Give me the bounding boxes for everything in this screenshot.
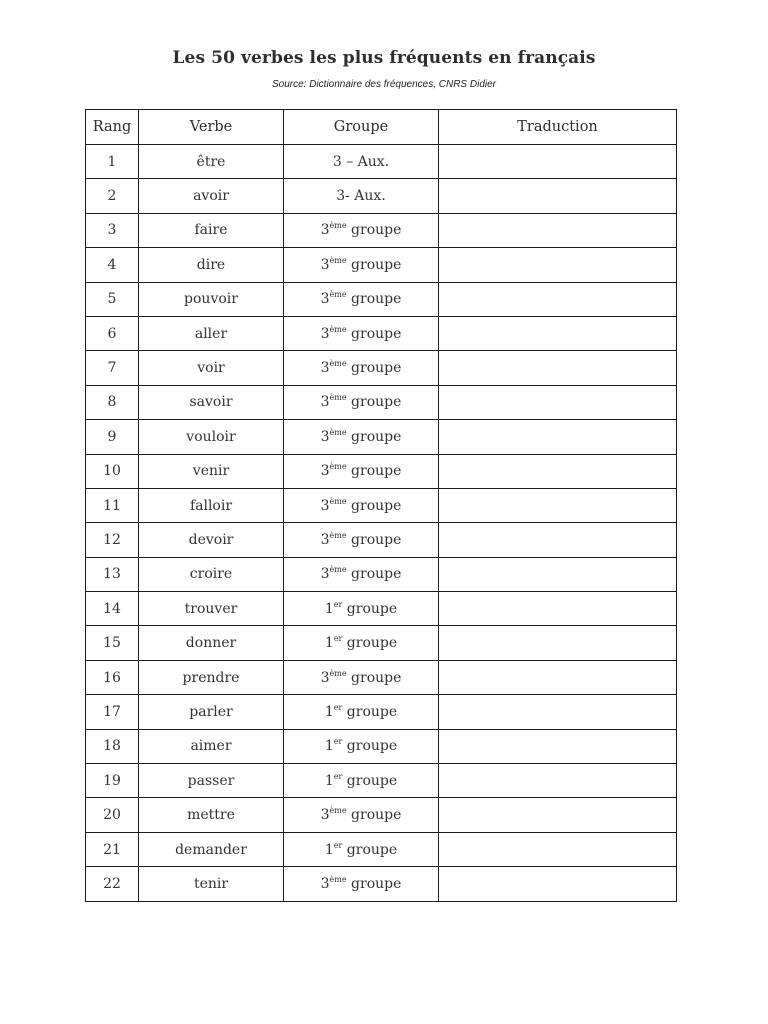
group-number: 3 <box>320 531 330 548</box>
group-cell <box>284 248 439 282</box>
translation-cell[interactable] <box>439 557 677 591</box>
table-row <box>86 420 677 454</box>
group-number: 1 <box>324 772 334 789</box>
verb-cell: aller <box>139 316 284 350</box>
table-row <box>86 316 677 350</box>
rank-cell: 11 <box>86 488 139 522</box>
translation-cell[interactable] <box>439 660 677 694</box>
group-word: groupe <box>346 222 402 239</box>
translation-cell[interactable] <box>439 248 677 282</box>
rank-cell: 2 <box>86 179 139 213</box>
group-cell <box>284 557 439 591</box>
rank-cell: 7 <box>86 351 139 385</box>
table-row <box>86 695 677 729</box>
verbs-table <box>85 109 677 902</box>
group-word: groupe <box>346 463 402 480</box>
group-cell <box>284 282 439 316</box>
table-row <box>86 248 677 282</box>
table-body <box>86 145 677 902</box>
table-row <box>86 282 677 316</box>
rank-cell: 13 <box>86 557 139 591</box>
group-number: 3 – Aux. <box>332 153 390 170</box>
verb-cell: demander <box>139 832 284 866</box>
translation-cell[interactable] <box>439 488 677 522</box>
group-ordinal-suffix: ème <box>329 462 347 472</box>
group-ordinal-suffix: ème <box>329 393 347 403</box>
group-word: groupe <box>346 360 402 377</box>
table-row <box>86 867 677 901</box>
group-ordinal-suffix: ème <box>329 427 347 437</box>
group-ordinal-suffix: ème <box>329 359 347 369</box>
table-row <box>86 385 677 419</box>
group-number: 3 <box>320 807 330 824</box>
translation-cell[interactable] <box>439 385 677 419</box>
verb-cell: faire <box>139 213 284 247</box>
group-number: 3 <box>320 428 330 445</box>
rank-cell: 5 <box>86 282 139 316</box>
group-cell <box>284 660 439 694</box>
group-number: 1 <box>324 635 334 652</box>
rank-cell: 12 <box>86 523 139 557</box>
table-row <box>86 764 677 798</box>
translation-cell[interactable] <box>439 454 677 488</box>
verb-cell: venir <box>139 454 284 488</box>
group-word: groupe <box>342 703 398 720</box>
translation-cell[interactable] <box>439 145 677 179</box>
translation-cell[interactable] <box>439 832 677 866</box>
rank-cell: 17 <box>86 695 139 729</box>
group-cell <box>284 351 439 385</box>
group-ordinal-suffix: ème <box>329 565 347 575</box>
verb-cell: être <box>139 145 284 179</box>
rank-cell: 10 <box>86 454 139 488</box>
group-word: groupe <box>346 531 402 548</box>
group-ordinal-suffix: er <box>333 771 343 781</box>
group-ordinal-suffix: er <box>333 702 343 712</box>
table-row <box>86 351 677 385</box>
group-ordinal-suffix: er <box>333 599 343 609</box>
header-traduction: Traduction <box>439 110 677 145</box>
group-cell <box>284 488 439 522</box>
rank-cell: 20 <box>86 798 139 832</box>
group-ordinal-suffix: ème <box>329 324 347 334</box>
group-ordinal-suffix: ème <box>329 496 347 506</box>
group-ordinal-suffix: er <box>333 634 343 644</box>
group-word: groupe <box>346 807 402 824</box>
verb-cell: prendre <box>139 660 284 694</box>
table-row <box>86 454 677 488</box>
rank-cell: 4 <box>86 248 139 282</box>
verb-cell: aimer <box>139 729 284 763</box>
table-row <box>86 145 677 179</box>
group-word: groupe <box>342 772 398 789</box>
rank-cell: 15 <box>86 626 139 660</box>
translation-cell[interactable] <box>439 592 677 626</box>
group-number: 1 <box>324 703 334 720</box>
translation-cell[interactable] <box>439 764 677 798</box>
group-ordinal-suffix: ème <box>329 290 347 300</box>
rank-cell: 3 <box>86 213 139 247</box>
group-number: 3 <box>320 291 330 308</box>
group-number: 3 <box>320 222 330 239</box>
verb-cell: voir <box>139 351 284 385</box>
group-word: groupe <box>342 600 398 617</box>
rank-cell: 8 <box>86 385 139 419</box>
document-title: Les 50 verbes les plus fréquents en français <box>172 48 596 68</box>
group-word: groupe <box>346 291 402 308</box>
header-verbe: Verbe <box>139 110 284 145</box>
rank-cell: 19 <box>86 764 139 798</box>
translation-cell[interactable] <box>439 420 677 454</box>
table-row <box>86 557 677 591</box>
rank-cell: 16 <box>86 660 139 694</box>
table-row <box>86 832 677 866</box>
group-cell <box>284 454 439 488</box>
rank-cell: 9 <box>86 420 139 454</box>
group-number: 3 <box>320 394 330 411</box>
group-cell <box>284 626 439 660</box>
verb-cell: trouver <box>139 592 284 626</box>
source-note: Source: Dictionnaire des fréquences, CNRS Didier <box>272 79 496 90</box>
group-cell <box>284 764 439 798</box>
group-number: 3 <box>320 875 330 892</box>
group-cell <box>284 798 439 832</box>
group-number: 3 <box>320 566 330 583</box>
rank-cell: 6 <box>86 316 139 350</box>
table-row <box>86 729 677 763</box>
group-cell <box>284 832 439 866</box>
group-word: groupe <box>342 841 398 858</box>
verb-cell: dire <box>139 248 284 282</box>
table-header-row <box>86 110 677 145</box>
group-cell <box>284 145 439 179</box>
translation-cell[interactable] <box>439 867 677 901</box>
group-cell <box>284 213 439 247</box>
group-cell <box>284 695 439 729</box>
group-ordinal-suffix: ème <box>329 221 347 231</box>
verb-cell: parler <box>139 695 284 729</box>
translation-cell[interactable] <box>439 316 677 350</box>
group-ordinal-suffix: er <box>333 840 343 850</box>
table-row <box>86 798 677 832</box>
translation-cell[interactable] <box>439 179 677 213</box>
group-cell <box>284 523 439 557</box>
table-row <box>86 523 677 557</box>
group-ordinal-suffix: ème <box>329 668 347 678</box>
rank-cell: 18 <box>86 729 139 763</box>
header-rang: Rang <box>86 110 139 145</box>
group-number: 3 <box>320 497 330 514</box>
verb-cell: donner <box>139 626 284 660</box>
group-cell <box>284 316 439 350</box>
group-word: groupe <box>346 875 402 892</box>
group-number: 3- Aux. <box>336 188 386 205</box>
rank-cell: 21 <box>86 832 139 866</box>
group-word: groupe <box>346 669 402 686</box>
group-cell <box>284 179 439 213</box>
group-cell <box>284 385 439 419</box>
verb-cell: devoir <box>139 523 284 557</box>
translation-cell[interactable] <box>439 729 677 763</box>
group-word: groupe <box>342 635 398 652</box>
group-word: groupe <box>346 566 402 583</box>
header-groupe: Groupe <box>284 110 439 145</box>
translation-cell[interactable] <box>439 213 677 247</box>
group-ordinal-suffix: ème <box>329 530 347 540</box>
group-number: 1 <box>324 600 334 617</box>
group-word: groupe <box>346 428 402 445</box>
group-cell <box>284 867 439 901</box>
group-word: groupe <box>346 325 402 342</box>
translation-cell[interactable] <box>439 523 677 557</box>
group-word: groupe <box>346 497 402 514</box>
verb-cell: savoir <box>139 385 284 419</box>
group-word: groupe <box>346 394 402 411</box>
group-number: 3 <box>320 256 330 273</box>
group-cell <box>284 592 439 626</box>
group-ordinal-suffix: ème <box>329 255 347 265</box>
group-word: groupe <box>346 256 402 273</box>
translation-cell[interactable] <box>439 798 677 832</box>
group-ordinal-suffix: er <box>333 737 343 747</box>
translation-cell[interactable] <box>439 351 677 385</box>
table-row <box>86 213 677 247</box>
group-number: 1 <box>324 738 334 755</box>
group-ordinal-suffix: ème <box>329 806 347 816</box>
translation-cell[interactable] <box>439 282 677 316</box>
verb-cell: falloir <box>139 488 284 522</box>
rank-cell: 1 <box>86 145 139 179</box>
group-number: 3 <box>320 669 330 686</box>
verb-cell: avoir <box>139 179 284 213</box>
group-number: 3 <box>320 463 330 480</box>
rank-cell: 14 <box>86 592 139 626</box>
verb-cell: tenir <box>139 867 284 901</box>
translation-cell[interactable] <box>439 695 677 729</box>
verb-cell: vouloir <box>139 420 284 454</box>
table-row <box>86 488 677 522</box>
table-row <box>86 179 677 213</box>
rank-cell: 22 <box>86 867 139 901</box>
verb-cell: passer <box>139 764 284 798</box>
translation-cell[interactable] <box>439 626 677 660</box>
group-number: 3 <box>320 325 330 342</box>
table-row <box>86 660 677 694</box>
group-ordinal-suffix: ème <box>329 874 347 884</box>
group-cell <box>284 420 439 454</box>
group-word: groupe <box>342 738 398 755</box>
table-row <box>86 592 677 626</box>
group-cell <box>284 729 439 763</box>
verb-cell: croire <box>139 557 284 591</box>
verb-cell: pouvoir <box>139 282 284 316</box>
table-row <box>86 626 677 660</box>
group-number: 3 <box>320 360 330 377</box>
group-number: 1 <box>324 841 334 858</box>
verb-cell: mettre <box>139 798 284 832</box>
